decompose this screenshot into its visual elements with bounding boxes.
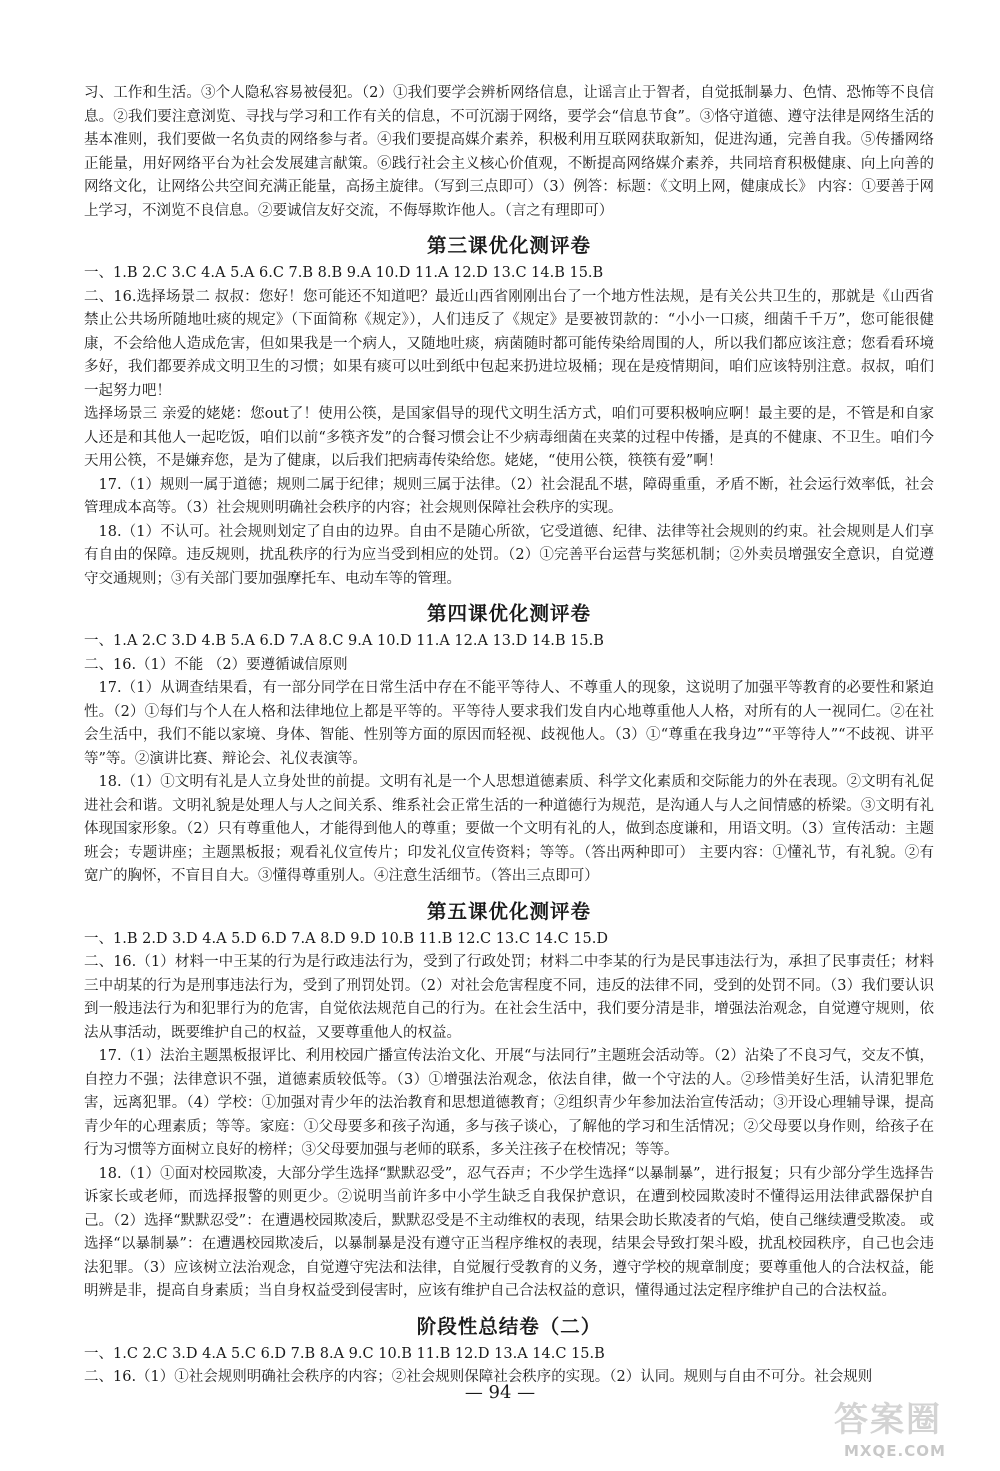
mc-answers: 一、1.B 2.C 3.C 4.A 5.A 6.C 7.B 8.B 9.A 10.D 11.A 12.D 13.C 14.B 15.B (84, 265, 604, 281)
mc-answers: 一、1.A 2.C 3.D 4.B 5.A 6.D 7.A 8.C 9.A 10.D 11.A 12.A 13.D 14.B 15.B (84, 633, 604, 649)
section-title: 第三课优化测评卷 (426, 234, 591, 257)
watermark-url-text: MXQE.COM (844, 1442, 946, 1460)
mc-answers: 一、1.B 2.D 3.D 4.A 5.D 6.D 7.A 8.D 9.D 10.B 11.B 12.C 13.C 14.C 15.D (84, 930, 608, 947)
intro-block (84, 82, 934, 223)
answer-paragraph: 17.（1）法治主题黑板报评比、利用校园广播宣传法治文化、开展“与法同行”主题班会活动等。（2）沾染了不良习气，交友不慎，自控力不强；法律意识不强，道德素质较低等。（3）①增强法治观念，依法自律，做一个守法的人。②珍惜美好生活，认清犯罪危害，远离犯罪。（4）学校：①加强对青少年的法治教育和思想道德教育；②组织青少年参加法治宣传活动；③开设心理辅导课，提高青少年的心理素质；等等。家庭：①父母要多和孩子沟通，多与孩子谈心，了解他的学习和生活情况；②父母要以身作则，给孩子在行为习惯等方面树立良好的榜样；③父母要加强与老师的联系，多关注孩子在校情况；等等。 (84, 1048, 934, 1158)
watermark-main-text: 答案圈 (834, 1400, 942, 1440)
section-title: 阶段性总结卷（二） (416, 1314, 602, 1338)
section-lesson-5 (84, 896, 934, 1304)
section-title: 第五课优化测评卷 (426, 899, 591, 923)
page-number: — 94 — (464, 1382, 536, 1403)
intro-paragraph: 习、工作和生活。③个人隐私容易被侵犯。（2）①我们要学会辨析网络信息，让谣言止于智者，自觉抵制暴力、色情、恐怖等不良信息。②我们要注意浏览、寻找与学习和工作有关的信息，不可沉溺于网络，要学会“信息节食”。③恪守道德、遵守法律是网络生活的基本准则，我们要做一名负责的网络参与者。④我们要提高媒介素养，积极利用互联网获取新知，促进沟通，完善自我。⑤传播网络正能量，用好网络平台为社会发展建言献策。⑥践行社会主义核心价值观，不断提高网络媒介素养，共同培育积极健康、向上向善的网络文化，让网络公共空间充满正能量，高扬主旋律。（写到三点即可）（3）例答：标题：《文明上网，健康成长》 内容：①要善于网上学习，不浏览不良信息。②要诚信友好交流，不侮辱欺诈他人。（言之有理即可） (84, 85, 934, 219)
answer-paragraph: 17.（1）从调查结果看，有一部分同学在日常生活中存在不能平等待人、不尊重人的现象，这说明了加强平等教育的必要性和紧迫性。（2）①每们与个人在人格和法律地位上都是平等的。平等待人要求我们发自内心地尊重他人人格，对所有的人一视同仁。②在社会生活中，我们不能以家境、身体、智能、性别等方面的原因而轻视、歧视他人。（3）①“尊重在我身边”“平等待人”“不歧视、讲平等”等。②演讲比赛、辩论会、礼仪表演等。 (84, 680, 934, 767)
answer-paragraph: 二、16.（1）材料一中王某的行为是行政违法行为，受到了行政处罚；材料二中李某的行为是民事违法行为，承担了民事责任；材料三中胡某的行为是刑事违法行为，受到了刑罚处罚。（2）对社会危害程度不同，违反的法律不同，受到的处罚不同。（3）我们要认识到一般违法行为和犯罪行为的危害，自觉依法规范自己的行为。在社会生活中，我们要分清是非，增强法治观念，自觉遵守规则，依法从事活动，既要维护自己的权益，又要尊重他人的权益。 (84, 954, 934, 1041)
section-lesson-4 (84, 598, 934, 889)
answer-paragraph: 二、16.选择场景二 叔叔：您好！您可能还不知道吧？最近山西省刚刚出台了一个地方性法规，是有关公共卫生的，那就是《山西省禁止公共场所随地吐痰的规定》（下面简称《规定》），人们违反了《规定》是要被罚款的：“小小一口痰，细菌千千万”，您可能很健康，不会给他人造成危害，但如果我是一个病人，又随地吐痰，病菌随时都可能传染给周围的人，所以我们都应该注意；您看看环境多好，我们都要养成文明卫生的习惯；如果有痰可以吐到纸中包起来扔进垃圾桶；现在是疫情期间，咱们应该特别注意。叔叔，咱们一起努力吧！ (84, 288, 934, 399)
section-title: 第四课优化测评卷 (426, 602, 591, 625)
answer-paragraph: 二、16.（1）不能 （2）要遵循诚信原则 (84, 656, 348, 673)
answer-paragraph: 18.（1）①面对校园欺凌，大部分学生选择“默默忍受”，忍气吞声；不少学生选择“以暴制暴”，进行报复；只有少部分学生选择告诉家长或老师，而选择报警的则更少。②说明当前许多中小学生缺乏自我保护意识，在遭到校园欺凌时不懂得运用法律武器保护自己。（2）选择“默默忍受”：在遭遇校园欺凌后，默默忍受是不主动维权的表现，结果会助长欺凌者的气焰，使自己继续遭受欺凌。 或选择“以暴制暴”：在遭遇校园欺凌后，以暴制暴是没有遵守正当程序维权的表现，结果会导致打架斗殴，扰乱校园秩序，自己也会违法犯罪。（3）应该树立法治观念，自觉遵守宪法和法律，自觉履行受教育的义务，遵守学校的规章制度；要尊重他人的合法权益，能明辨是非，提高自身素质；当自身权益受到侵害时，应该有维护自己合法权益的意识，懂得通过法定程序维护自己的合法权益。 (84, 1165, 934, 1299)
answer-paragraph: 二、16.（1）①社会规则明确社会秩序的内容；②社会规则保障社会秩序的实现。（2）认同。规则与自由不可分。社会规则 (84, 1369, 873, 1385)
section-lesson-3 (84, 230, 934, 591)
mc-answers: 一、1.C 2.C 3.D 4.A 5.C 6.D 7.B 8.A 9.C 10.B 11.B 12.D 13.A 14.C 15.B (84, 1345, 605, 1362)
answer-paragraph: 18.（1）不认可。社会规则划定了自由的边界。自由不是随心所欲，它受道德、纪律、法律等社会规则的约束。社会规则是人们享有自由的保障。违反规则，扰乱秩序的行为应当受到相应的处罚。（2）①完善平台运营与奖惩机制；②外卖员增强安全意识，自觉遵守交通规则；③有关部门要加强摩托车、电动车等的管理。 (84, 523, 934, 587)
section-stage-summary-2 (84, 1311, 934, 1390)
answer-paragraph: 选择场景三 亲爱的姥姥：您out了！使用公筷，是国家倡导的现代文明生活方式，咱们可要积极响应啊！最主要的是，不管是和自家人还是和其他人一起吃饭，咱们以前“多筷齐发”的合餐习惯会让不少病毒细菌在夹菜的过程中传播，是真的不健康、不卫生。咱们今天用公筷，不是嫌弃您，是为了健康，以后我们把病毒传染给您。姥姥，“使用公筷，筷筷有爱”啊！ (84, 406, 934, 469)
answer-paragraph: 18.（1）①文明有礼是人立身处世的前提。文明有礼是一个人思想道德素质、科学文化素质和交际能力的外在表现。②文明有礼促进社会和谐。文明礼貌是处理人与人之间关系、维系社会正常生活的一种道德行为规范，是沟通人与人之间情感的桥梁。③文明有礼体现国家形象。（2）只有尊重他人，才能得到他人的尊重；要做一个文明有礼的人，做到态度谦和，用语文明。（3）宣传活动：主题班会；专题讲座；主题黑板报；观看礼仪宣传片；印发礼仪宣传资料；等等。（答出两种即可） 主要内容：①懂礼节，有礼貌。②有宽广的胸怀，不盲目自大。③懂得尊重别人。④注意生活细节。（答出三点即可） (84, 774, 934, 884)
answer-paragraph: 17.（1）规则一属于道德；规则二属于纪律；规则三属于法律。（2）社会混乱不堪，障碍重重，矛盾不断，社会运行效率低，社会管理成本高等。（3）社会规则明确社会秩序的内容；社会规则保障社会秩序的实现。 (84, 476, 934, 516)
watermark-logo (830, 1390, 990, 1466)
